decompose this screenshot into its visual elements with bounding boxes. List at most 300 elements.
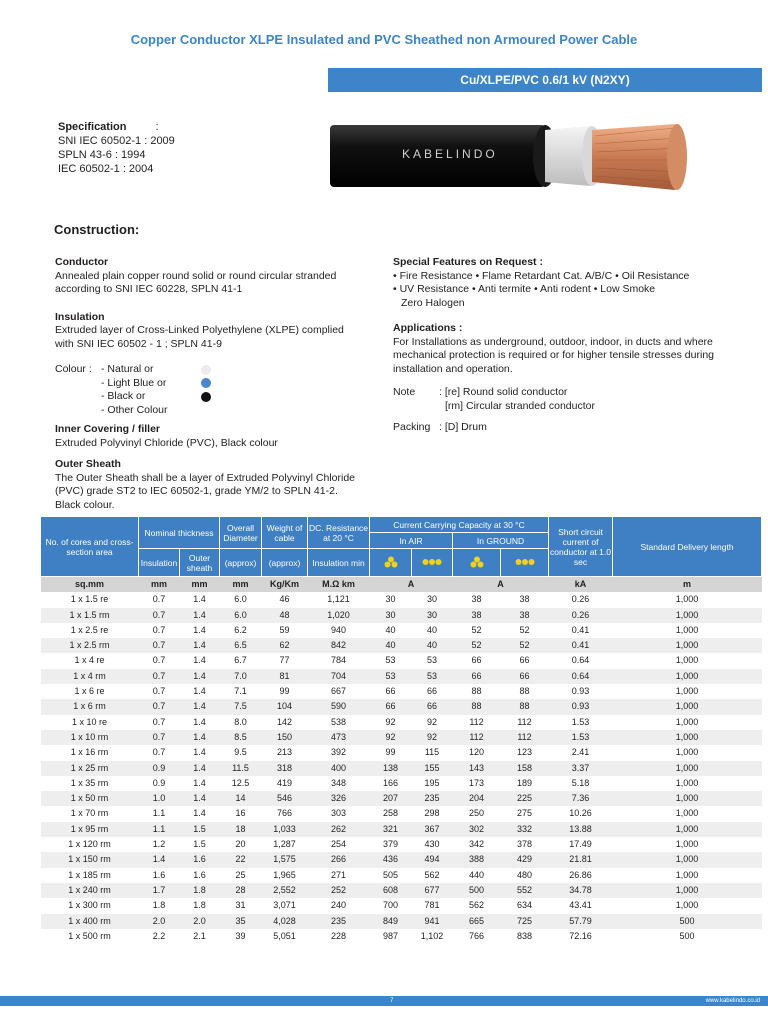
outer-sheath-text: The Outer Sheath shall be a layer of Extruded Polyvinyl Chloride (PVC) grade ST2 to IEC 60502-1, grade YM/2 to SPLN 41-2. Black colour.	[55, 471, 355, 511]
table-cell: 321	[370, 822, 412, 837]
table-cell: 1.0	[139, 791, 180, 806]
header-weight: Weight of cable	[262, 517, 308, 549]
table-row	[41, 623, 762, 638]
table-cell: 112	[453, 730, 501, 745]
table-row	[41, 745, 762, 760]
table-cell: 52	[453, 623, 501, 638]
unit-cell: mm	[180, 577, 220, 593]
table-cell: 552	[501, 883, 549, 898]
outer-sheath-heading: Outer Sheath	[55, 458, 121, 470]
table-cell: 473	[308, 730, 370, 745]
table-cell: 0.9	[139, 761, 180, 776]
table-cell: 1 x 150 rm	[41, 852, 139, 867]
table-cell: 92	[370, 715, 412, 730]
spec-line: SPLN 43-6 : 1994	[58, 149, 146, 161]
table-cell: 155	[412, 761, 453, 776]
table-cell: 849	[370, 914, 412, 929]
table-row	[41, 822, 762, 837]
table-cell: 235	[412, 791, 453, 806]
table-cell: 9.5	[220, 745, 262, 760]
table-cell: 1,000	[613, 806, 762, 821]
table-cell: 7.1	[220, 684, 262, 699]
table-cell: 46	[262, 592, 308, 607]
insulation-text: Extruded layer of Cross-Linked Polyethylene (XLPE) complied with SNI IEC 60502 - 1 ; SPLN 41-9	[55, 324, 344, 350]
table-cell: 138	[370, 761, 412, 776]
table-cell: 0.7	[139, 730, 180, 745]
table-cell: 240	[308, 898, 370, 913]
table-cell: 590	[308, 699, 370, 714]
table-cell: 7.0	[220, 669, 262, 684]
table-cell: 1,287	[262, 837, 308, 852]
table-cell: 766	[453, 929, 501, 944]
table-cell: 6.5	[220, 638, 262, 653]
table-cell: 1.4	[180, 623, 220, 638]
table-cell: 1,000	[613, 653, 762, 668]
table-cell: 3,071	[262, 898, 308, 913]
black-colour-swatch	[201, 392, 211, 402]
table-row	[41, 608, 762, 623]
table-cell: 1 x 2.5 re	[41, 623, 139, 638]
table-cell: 1.4	[180, 745, 220, 760]
note-line: : [re] Round solid conductor	[439, 386, 568, 398]
table-cell: 258	[370, 806, 412, 821]
table-cell: 1,000	[613, 898, 762, 913]
table-cell: 235	[308, 914, 370, 929]
table-cell: 1.6	[180, 868, 220, 883]
page-title: Copper Conductor XLPE Insulated and PVC Sheathed non Armoured Power Cable	[130, 32, 638, 47]
table-cell: 1.8	[180, 898, 220, 913]
table-cell: 1.1	[139, 806, 180, 821]
table-cell: 1 x 120 rm	[41, 837, 139, 852]
table-cell: 1 x 2.5 rm	[41, 638, 139, 653]
spec-line: SNI IEC 60502-1 : 2009	[58, 135, 175, 147]
table-row	[41, 669, 762, 684]
table-cell: 150	[262, 730, 308, 745]
table-cell: 66	[370, 684, 412, 699]
spec-line: IEC 60502-1 : 2004	[58, 163, 154, 175]
conductor-text: Annealed plain copper round solid or round circular stranded according to SNI IEC 60228, SPLN 41-1	[55, 269, 337, 295]
header-approx: (approx)	[262, 549, 308, 577]
table-cell: 30	[412, 592, 453, 607]
table-cell: 1 x 6 re	[41, 684, 139, 699]
table-cell: 332	[501, 822, 549, 837]
table-cell: 1,965	[262, 868, 308, 883]
table-cell: 142	[262, 715, 308, 730]
colour-item: - Other Colour	[101, 403, 168, 416]
table-cell: 13.88	[549, 822, 613, 837]
table-cell: 1.4	[180, 699, 220, 714]
table-cell: 494	[412, 852, 453, 867]
header-approx: (approx)	[220, 549, 262, 577]
unit-cell: mm	[220, 577, 262, 593]
table-cell: 0.7	[139, 592, 180, 607]
table-cell: 92	[370, 730, 412, 745]
table-cell: 1.4	[180, 761, 220, 776]
table-cell: 1 x 4 re	[41, 653, 139, 668]
table-cell: 480	[501, 868, 549, 883]
table-cell: 430	[412, 837, 453, 852]
table-cell: 700	[370, 898, 412, 913]
colour-item: - Natural or	[101, 363, 154, 375]
table-cell: 1,000	[613, 715, 762, 730]
table-cell: 34.78	[549, 883, 613, 898]
table-cell: 419	[262, 776, 308, 791]
table-cell: 16	[220, 806, 262, 821]
table-cell: 12.5	[220, 776, 262, 791]
specification-block	[58, 120, 175, 176]
table-cell: 2.0	[139, 914, 180, 929]
table-cell: 40	[370, 638, 412, 653]
table-cell: 10.26	[549, 806, 613, 821]
table-cell: 166	[370, 776, 412, 791]
packing-text: : [D] Drum	[439, 421, 487, 433]
table-cell: 1,000	[613, 684, 762, 699]
table-cell: 4,028	[262, 914, 308, 929]
insulation-heading: Insulation	[55, 310, 105, 323]
table-cell: 1 x 95 rm	[41, 822, 139, 837]
table-cell: 207	[370, 791, 412, 806]
table-cell: 88	[453, 699, 501, 714]
table-cell: 66	[501, 669, 549, 684]
table-cell: 665	[453, 914, 501, 929]
table-cell: 143	[453, 761, 501, 776]
table-cell: 367	[412, 822, 453, 837]
header-overall-diameter: Overall Diameter	[220, 517, 262, 549]
table-cell: 112	[453, 715, 501, 730]
table-cell: 31	[220, 898, 262, 913]
table-row	[41, 638, 762, 653]
table-cell: 112	[501, 730, 549, 745]
table-cell: 0.7	[139, 684, 180, 699]
table-cell: 546	[262, 791, 308, 806]
table-row	[41, 929, 762, 944]
table-cell: 0.7	[139, 745, 180, 760]
table-cell: 2.1	[180, 929, 220, 944]
table-cell: 704	[308, 669, 370, 684]
table-cell: 11.5	[220, 761, 262, 776]
table-cell: 1.53	[549, 715, 613, 730]
table-cell: 400	[308, 761, 370, 776]
table-cell: 667	[308, 684, 370, 699]
table-cell: 1 x 10 re	[41, 715, 139, 730]
table-cell: 1,033	[262, 822, 308, 837]
table-cell: 298	[412, 806, 453, 821]
table-cell: 92	[412, 730, 453, 745]
table-cell: 1.7	[139, 883, 180, 898]
table-cell: 1 x 16 rm	[41, 745, 139, 760]
unit-cell: sq.mm	[41, 577, 139, 593]
table-cell: 62	[262, 638, 308, 653]
table-cell: 18	[220, 822, 262, 837]
table-cell: 6.2	[220, 623, 262, 638]
table-cell: 28	[220, 883, 262, 898]
table-cell: 318	[262, 761, 308, 776]
table-row	[41, 806, 762, 821]
special-features-line: • Fire Resistance • Flame Retardant Cat. A/B/C • Oil Resistance	[393, 269, 690, 282]
table-cell: 0.7	[139, 699, 180, 714]
table-row	[41, 914, 762, 929]
table-cell: 634	[501, 898, 549, 913]
table-cell: 1,000	[613, 852, 762, 867]
table-cell: 0.9	[139, 776, 180, 791]
table-cell: 436	[370, 852, 412, 867]
table-cell: 0.7	[139, 638, 180, 653]
table-cell: 725	[501, 914, 549, 929]
table-cell: 941	[412, 914, 453, 929]
unit-cell: M.Ω km	[308, 577, 370, 593]
table-cell: 40	[370, 623, 412, 638]
units-row	[41, 577, 762, 593]
table-cell: 677	[412, 883, 453, 898]
table-cell: 1,000	[613, 699, 762, 714]
table-cell: 379	[370, 837, 412, 852]
table-cell: 228	[308, 929, 370, 944]
table-cell: 262	[308, 822, 370, 837]
table-cell: 562	[453, 898, 501, 913]
table-cell: 378	[501, 837, 549, 852]
table-cell: 1,000	[613, 669, 762, 684]
table-cell: 781	[412, 898, 453, 913]
table-row	[41, 715, 762, 730]
table-cell: 53	[412, 669, 453, 684]
colour-item: - Black or	[101, 390, 146, 402]
colour-list	[55, 363, 355, 417]
trefoil-air-icon	[370, 549, 412, 577]
table-cell: 43.41	[549, 898, 613, 913]
table-cell: 1 x 1.5 rm	[41, 608, 139, 623]
table-cell: 1 x 185 rm	[41, 868, 139, 883]
table-cell: 500	[613, 929, 762, 944]
table-cell: 2.41	[549, 745, 613, 760]
table-cell: 30	[370, 608, 412, 623]
table-cell: 104	[262, 699, 308, 714]
table-cell: 1,020	[308, 608, 370, 623]
table-cell: 562	[412, 868, 453, 883]
table-cell: 1.1	[139, 822, 180, 837]
table-row	[41, 791, 762, 806]
table-cell: 38	[501, 608, 549, 623]
unit-cell: A	[453, 577, 549, 593]
construction-right-column	[393, 256, 733, 441]
table-cell: 1,121	[308, 592, 370, 607]
table-cell: 1.4	[180, 715, 220, 730]
table-cell: 1.5	[180, 837, 220, 852]
table-cell: 1 x 25 rm	[41, 761, 139, 776]
unit-cell: mm	[139, 577, 180, 593]
table-body	[41, 577, 762, 945]
table-cell: 250	[453, 806, 501, 821]
table-cell: 5.18	[549, 776, 613, 791]
table-cell: 0.93	[549, 699, 613, 714]
table-cell: 1,102	[412, 929, 453, 944]
table-cell: 0.7	[139, 669, 180, 684]
table-cell: 1,000	[613, 608, 762, 623]
table-cell: 17.49	[549, 837, 613, 852]
table-cell: 6.0	[220, 608, 262, 623]
table-cell: 52	[501, 638, 549, 653]
conductor-heading: Conductor	[55, 256, 109, 268]
table-cell: 987	[370, 929, 412, 944]
table-cell: 0.7	[139, 653, 180, 668]
table-cell: 500	[453, 883, 501, 898]
cable-image	[330, 110, 710, 200]
table-cell: 1.4	[180, 684, 220, 699]
table-cell: 77	[262, 653, 308, 668]
special-features-heading: Special Features on Request :	[393, 256, 543, 268]
table-cell: 72.16	[549, 929, 613, 944]
footer-url: www.kabelindo.co.id	[705, 998, 760, 1004]
table-cell: 0.93	[549, 684, 613, 699]
table-cell: 99	[370, 745, 412, 760]
table-cell: 784	[308, 653, 370, 668]
table-cell: 1 x 35 rm	[41, 776, 139, 791]
table-cell: 303	[308, 806, 370, 821]
table-row	[41, 761, 762, 776]
table-cell: 429	[501, 852, 549, 867]
table-cell: 1 x 300 rm	[41, 898, 139, 913]
table-cell: 0.26	[549, 608, 613, 623]
table-cell: 1,000	[613, 623, 762, 638]
table-cell: 392	[308, 745, 370, 760]
table-cell: 940	[308, 623, 370, 638]
table-cell: 271	[308, 868, 370, 883]
table-cell: 35	[220, 914, 262, 929]
table-cell: 8.0	[220, 715, 262, 730]
note-label: Note	[393, 386, 416, 398]
table-cell: 0.64	[549, 669, 613, 684]
table-cell: 1.6	[180, 852, 220, 867]
note-line: [rm] Circular stranded conductor	[445, 399, 595, 412]
table-cell: 53	[370, 669, 412, 684]
table-cell: 30	[412, 608, 453, 623]
table-cell: 1 x 6 rm	[41, 699, 139, 714]
table-cell: 505	[370, 868, 412, 883]
specification-heading: Specification	[58, 121, 127, 133]
header-nominal-thickness: Nominal thickness	[139, 517, 220, 549]
table-cell: 204	[453, 791, 501, 806]
table-cell: 66	[412, 699, 453, 714]
header-dc-resistance: DC. Resistance at 20 °C	[308, 517, 370, 549]
table-cell: 838	[501, 929, 549, 944]
table-row	[41, 730, 762, 745]
table-cell: 66	[453, 669, 501, 684]
table-cell: 7.36	[549, 791, 613, 806]
table-cell: 252	[308, 883, 370, 898]
table-cell: 66	[453, 653, 501, 668]
table-cell: 158	[501, 761, 549, 776]
unit-cell: Kg/Km	[262, 577, 308, 593]
table-cell: 38	[453, 592, 501, 607]
table-cell: 225	[501, 791, 549, 806]
special-features-line: Zero Halogen	[401, 296, 465, 309]
header-cores: No. of cores and cross-section area	[41, 517, 139, 577]
table-cell: 1.4	[180, 592, 220, 607]
table-cell: 1.4	[180, 653, 220, 668]
table-cell: 213	[262, 745, 308, 760]
table-cell: 39	[220, 929, 262, 944]
table-cell: 326	[308, 791, 370, 806]
table-cell: 53	[412, 653, 453, 668]
cable-brand-text: KABELINDO	[402, 147, 498, 161]
table-row	[41, 699, 762, 714]
table-cell: 115	[412, 745, 453, 760]
table-cell: 20	[220, 837, 262, 852]
table-row	[41, 592, 762, 607]
light-blue-colour-swatch	[201, 378, 211, 388]
table-cell: 0.41	[549, 638, 613, 653]
specification-colon: :	[155, 121, 159, 133]
table-cell: 1 x 1.5 re	[41, 592, 139, 607]
table-cell: 38	[501, 592, 549, 607]
table-cell: 1,000	[613, 868, 762, 883]
table-cell: 1.4	[180, 669, 220, 684]
table-cell: 266	[308, 852, 370, 867]
table-cell: 1 x 240 rm	[41, 883, 139, 898]
table-cell: 0.26	[549, 592, 613, 607]
inner-covering-text: Extruded Polyvinyl Chloride (PVC), Black colour	[55, 436, 278, 449]
table-cell: 275	[501, 806, 549, 821]
trefoil-ground-icon	[453, 549, 501, 577]
table-row	[41, 898, 762, 913]
table-cell: 1.4	[180, 776, 220, 791]
table-cell: 189	[501, 776, 549, 791]
table-cell: 254	[308, 837, 370, 852]
header-delivery-length: Standard Delivery length	[613, 517, 762, 577]
table-cell: 26.86	[549, 868, 613, 883]
unit-cell: kA	[549, 577, 613, 593]
header-current-capacity: Current Carrying Capacity at 30 °C	[370, 517, 549, 533]
table-cell: 440	[453, 868, 501, 883]
table-cell: 1.4	[180, 638, 220, 653]
table-cell: 1 x 400 rm	[41, 914, 139, 929]
table-cell: 2,552	[262, 883, 308, 898]
table-cell: 48	[262, 608, 308, 623]
table-row	[41, 837, 762, 852]
table-cell: 1,000	[613, 638, 762, 653]
table-cell: 40	[412, 623, 453, 638]
flat-air-icon	[412, 549, 453, 577]
table-row	[41, 653, 762, 668]
table-cell: 88	[501, 699, 549, 714]
unit-cell: A	[370, 577, 453, 593]
table-cell: 1.8	[139, 898, 180, 913]
page-number: 7	[390, 998, 394, 1004]
table-cell: 195	[412, 776, 453, 791]
table-cell: 88	[453, 684, 501, 699]
table-cell: 1,000	[613, 730, 762, 745]
table-cell: 3.37	[549, 761, 613, 776]
table-cell: 66	[501, 653, 549, 668]
table-cell: 1 x 50 rm	[41, 791, 139, 806]
table-cell: 6.0	[220, 592, 262, 607]
table-cell: 1.6	[139, 868, 180, 883]
table-cell: 53	[370, 653, 412, 668]
table-cell: 342	[453, 837, 501, 852]
header-short-circuit: Short circuit current of conductor at 1.0 sec	[549, 517, 613, 577]
table-cell: 0.7	[139, 715, 180, 730]
table-cell: 22	[220, 852, 262, 867]
table-cell: 1.4	[180, 791, 220, 806]
table-cell: 388	[453, 852, 501, 867]
special-features-line: • UV Resistance • Anti termite • Anti rodent • Low Smoke	[393, 283, 656, 295]
table-cell: 1,000	[613, 745, 762, 760]
table-cell: 57.79	[549, 914, 613, 929]
table-cell: 30	[370, 592, 412, 607]
table-cell: 21.81	[549, 852, 613, 867]
table-cell: 5,051	[262, 929, 308, 944]
construction-left-column	[55, 256, 355, 518]
table-cell: 0.64	[549, 653, 613, 668]
